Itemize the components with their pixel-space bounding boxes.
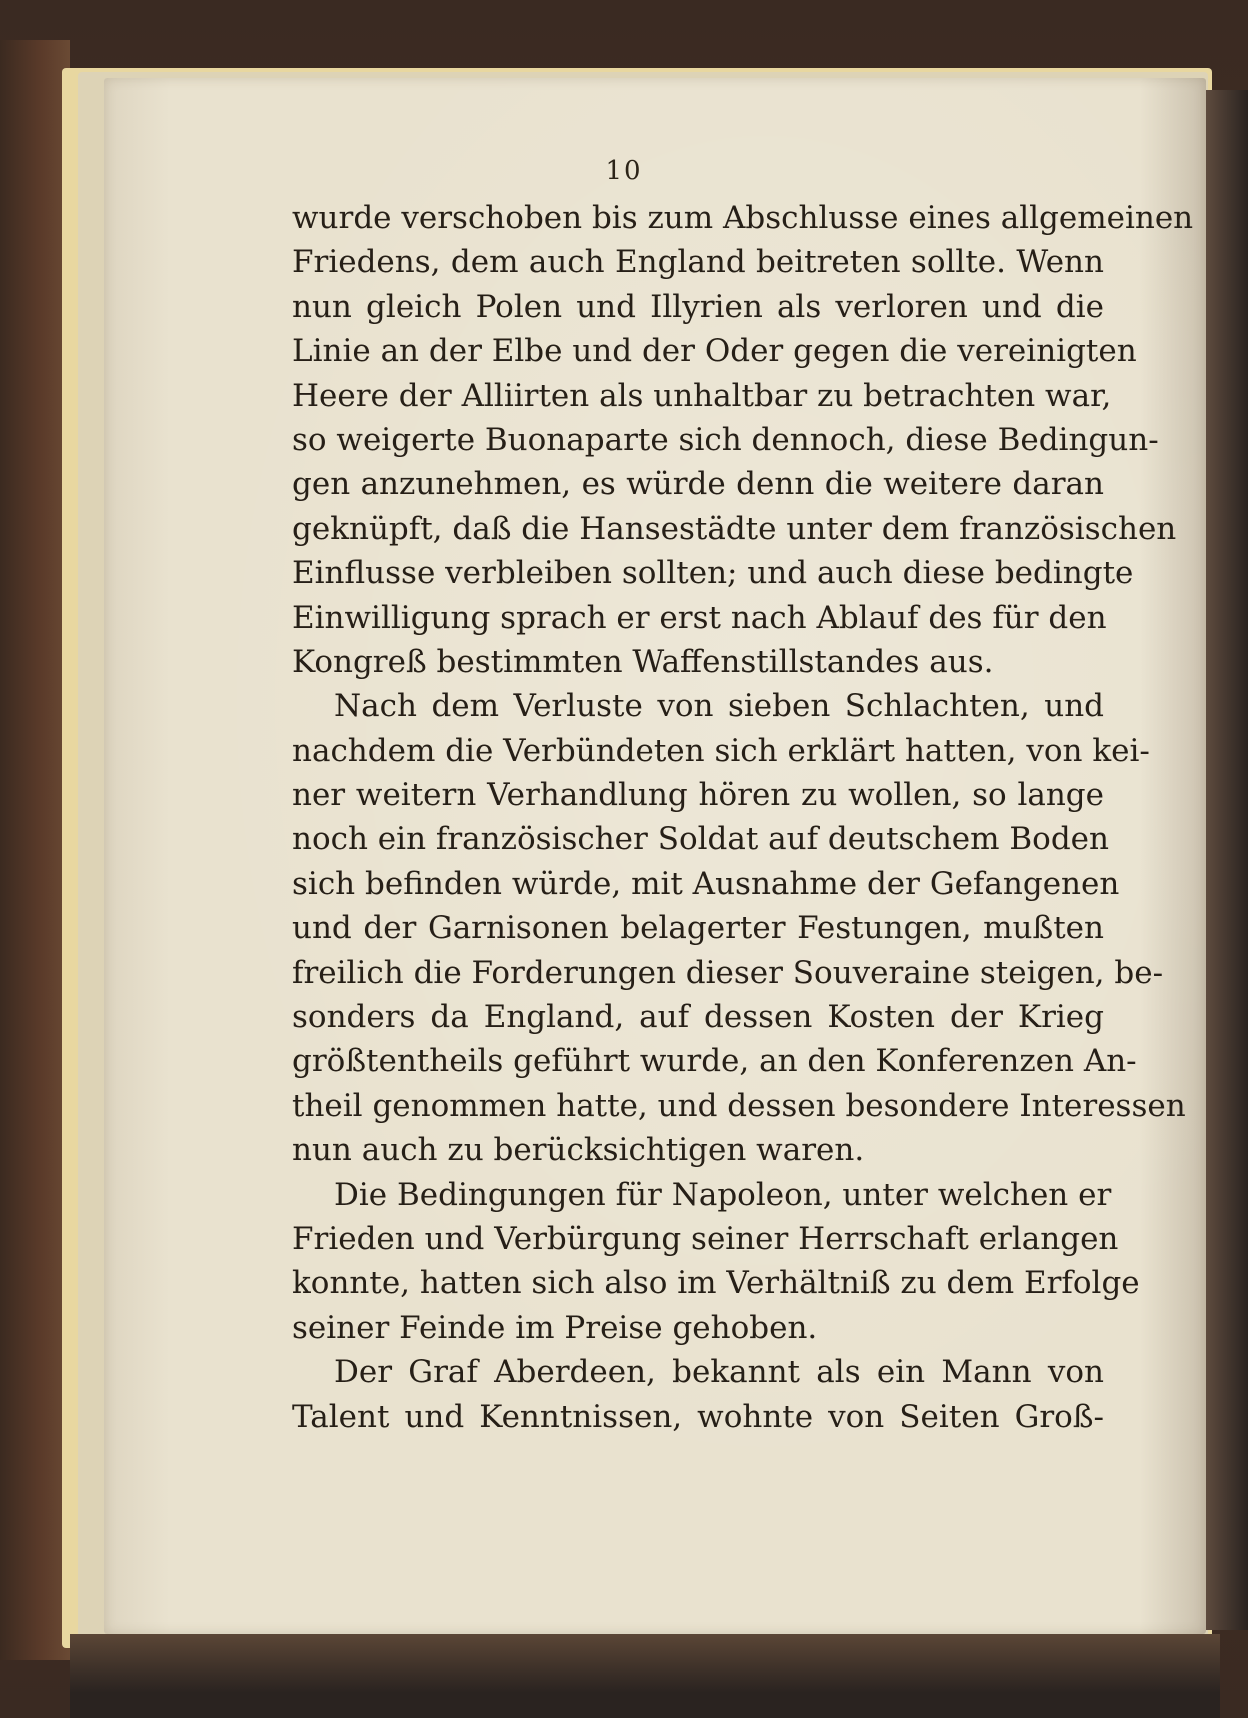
body-text <box>292 196 1194 1439</box>
page-number: 10 <box>605 156 643 186</box>
text-line: Nach dem Verluste von sieben Schlachten, und <box>334 688 1104 725</box>
text-line: wurde verschoben bis zum Abschlusse eines allgemeinen <box>292 200 1194 236</box>
text-line: so weigerte Buonaparte sich dennoch, diese Bedingun- <box>292 421 1159 458</box>
text-line: noch ein französischer Soldat auf deutschem Boden <box>292 821 1109 858</box>
text-line: Die Bedingungen für Napoleon, unter welchen er <box>334 1176 1112 1213</box>
text-line: seiner Feinde im Preise gehoben. <box>292 1309 818 1346</box>
text-line: Frieden und Verbürgung seiner Herrschaft erlangen <box>292 1220 1119 1257</box>
text-line: nun gleich Polen und Illyrien als verloren und die <box>292 288 1104 325</box>
book-cover <box>0 40 70 1660</box>
text-line: geknüpft, daß die Hansestädte unter dem französischen <box>292 510 1177 547</box>
text-line: sich befinden würde, mit Ausnahme der Gefangenen <box>292 865 1120 902</box>
text-line: größtentheils geführt wurde, an den Konferenzen An- <box>292 1043 1137 1080</box>
text-line: Linie an der Elbe und der Oder gegen die vereinigten <box>292 333 1137 370</box>
text-line: Der Graf Aberdeen, bekannt als ein Mann von <box>334 1354 1104 1391</box>
text-line: konnte, hatten sich also im Verhältniß zu dem Erfolge <box>292 1265 1140 1302</box>
text-line: Friedens, dem auch England beitreten sollte. Wenn <box>292 244 1104 281</box>
text-line: nachdem die Verbündeten sich erklärt hatten, von kei- <box>292 732 1150 769</box>
text-line: nun auch zu berücksichtigen waren. <box>292 1132 865 1169</box>
text-line: theil genommen hatte, und dessen besondere Interessen <box>292 1087 1186 1124</box>
text-line: Kongreß bestimmten Waffenstillstandes aus. <box>292 643 994 680</box>
text-line: Einwilligung sprach er erst nach Ablauf des für den <box>292 599 1107 636</box>
page-shadow-right <box>1206 90 1248 1630</box>
text-line: sonders da England, auf dessen Kosten der Krieg <box>292 999 1104 1036</box>
text-line: gen anzunehmen, es würde denn die weitere daran <box>292 466 1104 503</box>
text-line: Heere der Alliirten als unhaltbar zu betrachten war, <box>292 377 1112 414</box>
text-line: Talent und Kenntnissen, wohnte von Seiten Groß- <box>292 1398 1104 1435</box>
text-line: ner weitern Verhandlung hören zu wollen, so lange <box>292 777 1104 814</box>
text-line: freilich die Forderungen dieser Souveraine steigen, be- <box>292 954 1164 991</box>
text-line: und der Garnisonen belagerter Festungen, mußten <box>292 910 1104 947</box>
text-line: Einflusse verbleiben sollten; und auch diese bedingte <box>292 555 1134 592</box>
page-shadow-bottom <box>70 1634 1220 1718</box>
